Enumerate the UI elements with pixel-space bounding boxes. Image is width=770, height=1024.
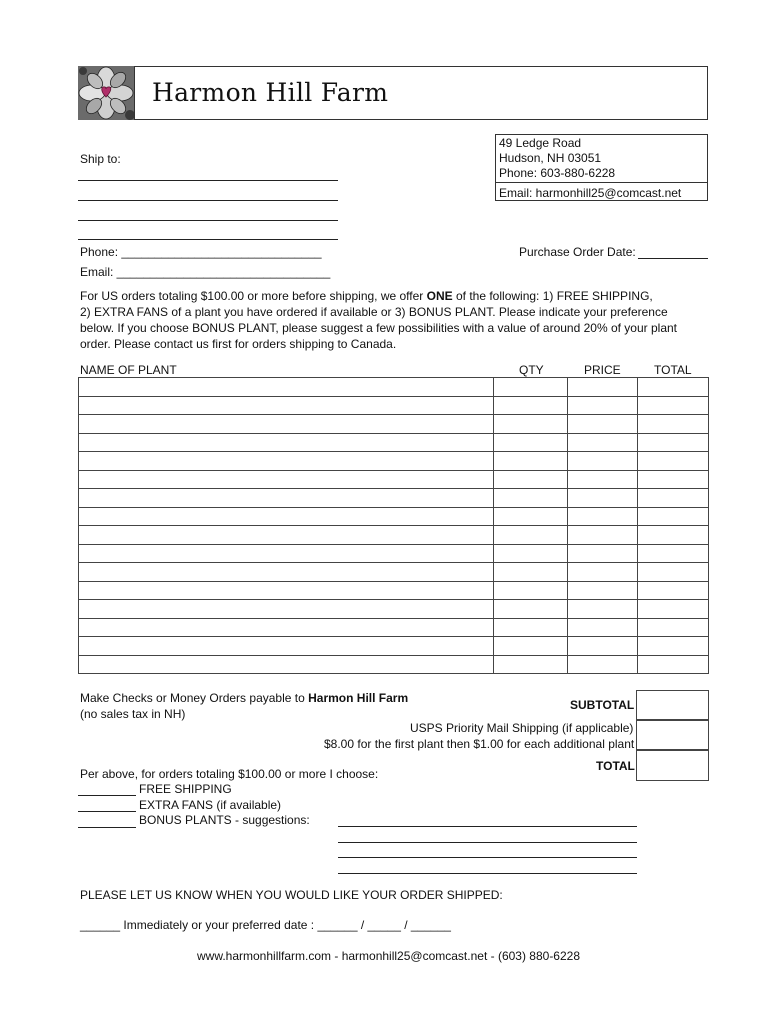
cell-price[interactable] xyxy=(568,415,638,434)
cell-total[interactable] xyxy=(638,507,709,526)
subtotal-box[interactable] xyxy=(636,690,709,720)
cell-price[interactable] xyxy=(568,618,638,637)
col-total-header: TOTAL xyxy=(654,363,692,377)
choice-bonus-plants-blank[interactable] xyxy=(78,827,136,828)
cell-name[interactable] xyxy=(79,655,494,674)
choice-bonus-plants: BONUS PLANTS - suggestions: xyxy=(139,813,310,827)
cell-qty[interactable] xyxy=(494,581,568,600)
cell-total[interactable] xyxy=(638,618,709,637)
cell-total[interactable] xyxy=(638,637,709,656)
cell-total[interactable] xyxy=(638,526,709,545)
cell-total[interactable] xyxy=(638,396,709,415)
cell-price[interactable] xyxy=(568,637,638,656)
table-row xyxy=(79,544,709,563)
cell-price[interactable] xyxy=(568,489,638,508)
cell-name[interactable] xyxy=(79,581,494,600)
table-row xyxy=(79,452,709,471)
cell-price[interactable] xyxy=(568,507,638,526)
phone-field[interactable]: Phone: ______________________________ xyxy=(80,245,322,259)
table-row xyxy=(79,618,709,637)
table-row xyxy=(79,526,709,545)
choice-extra-fans: EXTRA FANS (if available) xyxy=(139,798,282,812)
cell-total[interactable] xyxy=(638,544,709,563)
cell-qty[interactable] xyxy=(494,618,568,637)
cell-name[interactable] xyxy=(79,563,494,582)
table-row xyxy=(79,655,709,674)
checks-note: Make Checks or Money Orders payable to Harmon Hill Farm xyxy=(80,691,409,705)
cell-qty[interactable] xyxy=(494,433,568,452)
cell-total[interactable] xyxy=(638,489,709,508)
cell-price[interactable] xyxy=(568,600,638,619)
cell-name[interactable] xyxy=(79,637,494,656)
subtotal-label: SUBTOTAL xyxy=(570,698,635,712)
cell-total[interactable] xyxy=(638,470,709,489)
email-field[interactable]: Email: ________________________________ xyxy=(80,265,331,279)
cell-name[interactable] xyxy=(79,452,494,471)
cell-qty[interactable] xyxy=(494,452,568,471)
cell-total[interactable] xyxy=(638,563,709,582)
cell-name[interactable] xyxy=(79,526,494,545)
suggestion-line-4[interactable] xyxy=(338,873,637,874)
cell-qty[interactable] xyxy=(494,563,568,582)
address-phone: Phone: 603-880-6228 xyxy=(499,166,616,180)
choice-free-shipping-blank[interactable] xyxy=(78,795,136,796)
suggestion-line-2[interactable] xyxy=(338,842,637,843)
choice-intro: Per above, for orders totaling $100.00 or more I choose: xyxy=(80,767,379,781)
ship-to-line-3[interactable] xyxy=(78,220,338,221)
footer-contact: www.harmonhillfarm.com - harmonhill25@comcast.net - (603) 880-6228 xyxy=(197,949,581,963)
cell-name[interactable] xyxy=(79,378,494,397)
address-city: Hudson, NH 03051 xyxy=(499,151,602,165)
cell-qty[interactable] xyxy=(494,600,568,619)
cell-total[interactable] xyxy=(638,600,709,619)
choice-free-shipping: FREE SHIPPING xyxy=(139,782,232,796)
table-row xyxy=(79,489,709,508)
flower-logo-icon xyxy=(78,66,135,120)
offer-paragraph: For US orders totaling $100.00 or more before shipping, we offer ONE of the following: 1) FREE SHIPPING, 2) EXTRA FANS of a plant you have ordered if available or 3) BONUS PLANT. Please indicate your preference below. If you choose BONUS PLANT, please suggest a few possibilities with a value of around 20% of your plant order. Please contact us first for orders shipping to Canada. xyxy=(80,289,677,351)
cell-total[interactable] xyxy=(638,581,709,600)
table-row xyxy=(79,637,709,656)
cell-total[interactable] xyxy=(638,433,709,452)
cell-price[interactable] xyxy=(568,581,638,600)
cell-name[interactable] xyxy=(79,507,494,526)
po-date-line[interactable] xyxy=(638,258,708,259)
col-price-header: PRICE xyxy=(584,363,621,377)
table-row xyxy=(79,415,709,434)
cell-name[interactable] xyxy=(79,433,494,452)
table-row xyxy=(79,378,709,397)
cell-name[interactable] xyxy=(79,544,494,563)
table-row xyxy=(79,470,709,489)
ship-when-options[interactable]: ______ Immediately or your preferred date : ______ / _____ / ______ xyxy=(80,918,451,932)
suggestion-line-1[interactable] xyxy=(338,826,637,827)
tax-note: (no sales tax in NH) xyxy=(80,707,186,721)
cell-qty[interactable] xyxy=(494,396,568,415)
cell-qty[interactable] xyxy=(494,470,568,489)
cell-qty[interactable] xyxy=(494,415,568,434)
cell-price[interactable] xyxy=(568,396,638,415)
address-email: Email: harmonhill25@comcast.net xyxy=(499,186,682,200)
ship-to-line-4[interactable] xyxy=(78,239,338,240)
cell-total[interactable] xyxy=(638,452,709,471)
cell-name[interactable] xyxy=(79,489,494,508)
suggestion-line-3[interactable] xyxy=(338,857,637,858)
farm-title: Harmon Hill Farm xyxy=(152,78,389,107)
po-date-label: Purchase Order Date: xyxy=(519,245,636,259)
cell-price[interactable] xyxy=(568,470,638,489)
cell-price[interactable] xyxy=(568,433,638,452)
cell-total[interactable] xyxy=(638,378,709,397)
table-row xyxy=(79,563,709,582)
cell-total[interactable] xyxy=(638,415,709,434)
total-label: TOTAL xyxy=(596,759,635,773)
ship-to-label: Ship to: xyxy=(80,152,121,166)
cell-qty[interactable] xyxy=(494,526,568,545)
table-row xyxy=(79,433,709,452)
total-box[interactable] xyxy=(636,750,709,781)
table-row xyxy=(79,396,709,415)
cell-qty[interactable] xyxy=(494,489,568,508)
cell-name[interactable] xyxy=(79,415,494,434)
flower-logo xyxy=(78,66,135,120)
col-name-header: NAME OF PLANT xyxy=(80,363,177,377)
cell-price[interactable] xyxy=(568,544,638,563)
table-row xyxy=(79,507,709,526)
cell-total[interactable] xyxy=(638,655,709,674)
cell-name[interactable] xyxy=(79,600,494,619)
table-row xyxy=(79,581,709,600)
table-row xyxy=(79,600,709,619)
order-table xyxy=(78,377,709,674)
ship-to-line-1[interactable] xyxy=(78,180,338,181)
shipping-box[interactable] xyxy=(636,720,709,750)
cell-price[interactable] xyxy=(568,452,638,471)
cell-price[interactable] xyxy=(568,563,638,582)
shipping-line-2: $8.00 for the first plant then $1.00 for each additional plant xyxy=(324,737,635,751)
cell-price[interactable] xyxy=(568,655,638,674)
cell-name[interactable] xyxy=(79,470,494,489)
ship-to-line-2[interactable] xyxy=(78,200,338,201)
address-divider xyxy=(495,182,708,183)
ship-when-prompt: PLEASE LET US KNOW WHEN YOU WOULD LIKE YOUR ORDER SHIPPED: xyxy=(80,888,503,902)
cell-qty[interactable] xyxy=(494,655,568,674)
col-qty-header: QTY xyxy=(519,363,544,377)
cell-price[interactable] xyxy=(568,526,638,545)
cell-name[interactable] xyxy=(79,396,494,415)
cell-qty[interactable] xyxy=(494,378,568,397)
shipping-line-1: USPS Priority Mail Shipping (if applicable) xyxy=(410,721,634,735)
address-street: 49 Ledge Road xyxy=(499,136,582,150)
cell-name[interactable] xyxy=(79,618,494,637)
choice-extra-fans-blank[interactable] xyxy=(78,811,136,812)
cell-price[interactable] xyxy=(568,378,638,397)
cell-qty[interactable] xyxy=(494,544,568,563)
cell-qty[interactable] xyxy=(494,637,568,656)
cell-qty[interactable] xyxy=(494,507,568,526)
